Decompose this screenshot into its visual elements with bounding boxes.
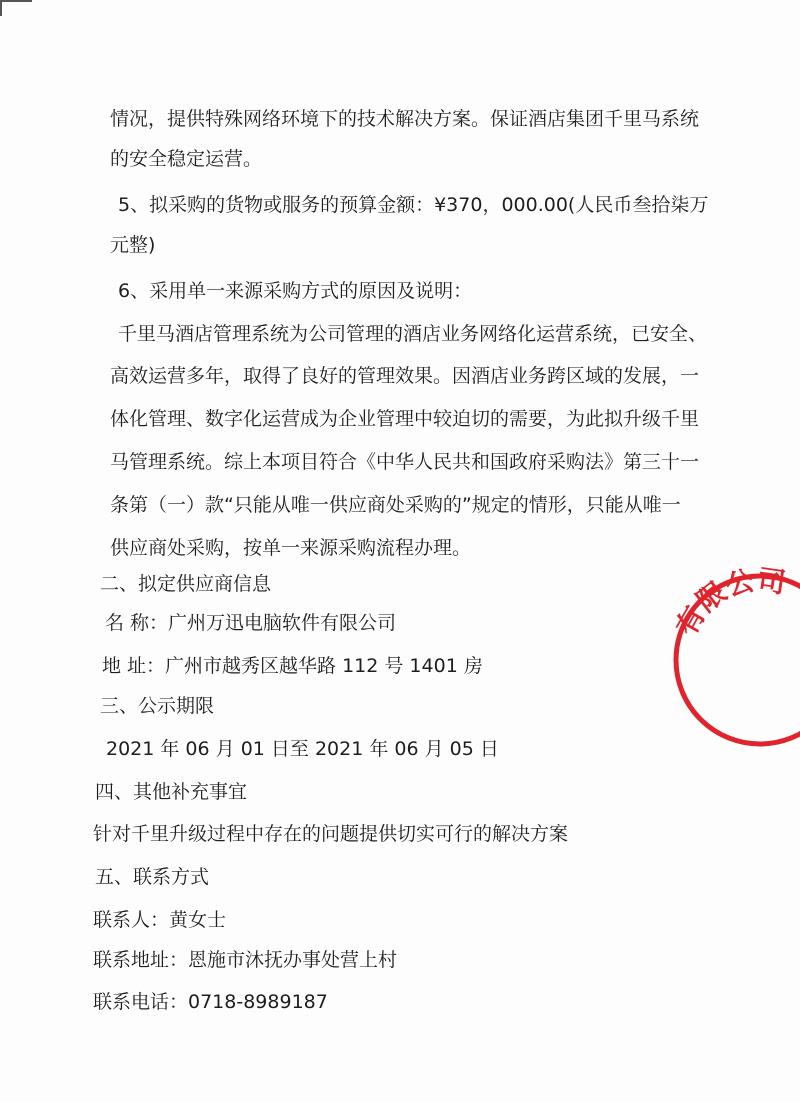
paragraph-line: 高效运营多年，取得了良好的管理效果。因酒店业务跨区域的发展，一 — [110, 365, 700, 387]
company-seal — [660, 560, 800, 760]
budget-line: 5、拟采购的货物或服务的预算金额：¥370，000.00(人民币叁拾柒万 — [118, 194, 709, 216]
contact-person: 联系人：黄女士 — [93, 909, 227, 931]
seal-text: 有限公司 — [669, 562, 788, 642]
budget-line-cont: 元整) — [110, 234, 156, 256]
supplement-text: 针对千里升级过程中存在的问题提供切实可行的解决方案 — [93, 823, 569, 845]
contact-address: 联系地址：恩施市沐抚办事处营上村 — [93, 949, 398, 971]
section-heading-contact: 五、联系方式 — [95, 866, 210, 888]
paragraph-line: 情况，提供特殊网络环境下的技术解决方案。保证酒店集团千里马系统 — [110, 108, 700, 130]
paragraph-line: 条第（一）款“只能从唯一供应商处采购的”规定的情形，只能从唯一 — [110, 494, 681, 516]
supplier-name: 名 称：广州万迅电脑软件有限公司 — [105, 612, 397, 634]
paragraph-line: 千里马酒店管理系统为公司管理的酒店业务网络化运营系统，已安全、 — [118, 323, 708, 345]
announcement-period: 2021 年 06 月 01 日至 2021 年 06 月 05 日 — [106, 738, 499, 760]
section-heading-supplier: 二、拟定供应商信息 — [100, 573, 272, 595]
paragraph-line: 供应商处采购，按单一来源采购流程办理。 — [110, 537, 472, 559]
scan-corner-mark — [0, 0, 32, 16]
paragraph-line: 马管理系统。综上本项目符合《中华人民共和国政府采购法》第三十一 — [110, 451, 700, 473]
section-heading-period: 三、公示期限 — [100, 695, 215, 717]
paragraph-line: 体化管理、数字化运营成为企业管理中较迫切的需要，为此拟升级千里 — [110, 408, 700, 430]
contact-phone: 联系电话：0718-8989187 — [93, 991, 328, 1013]
seal-outer-ring — [676, 576, 800, 744]
section-6-heading: 6、采用单一来源采购方式的原因及说明： — [118, 280, 473, 302]
paragraph-line: 的安全稳定运营。 — [110, 148, 263, 170]
section-heading-supplement: 四、其他补充事宜 — [95, 781, 248, 803]
supplier-address: 地 址：广州市越秀区越华路 112 号 1401 房 — [102, 655, 483, 677]
